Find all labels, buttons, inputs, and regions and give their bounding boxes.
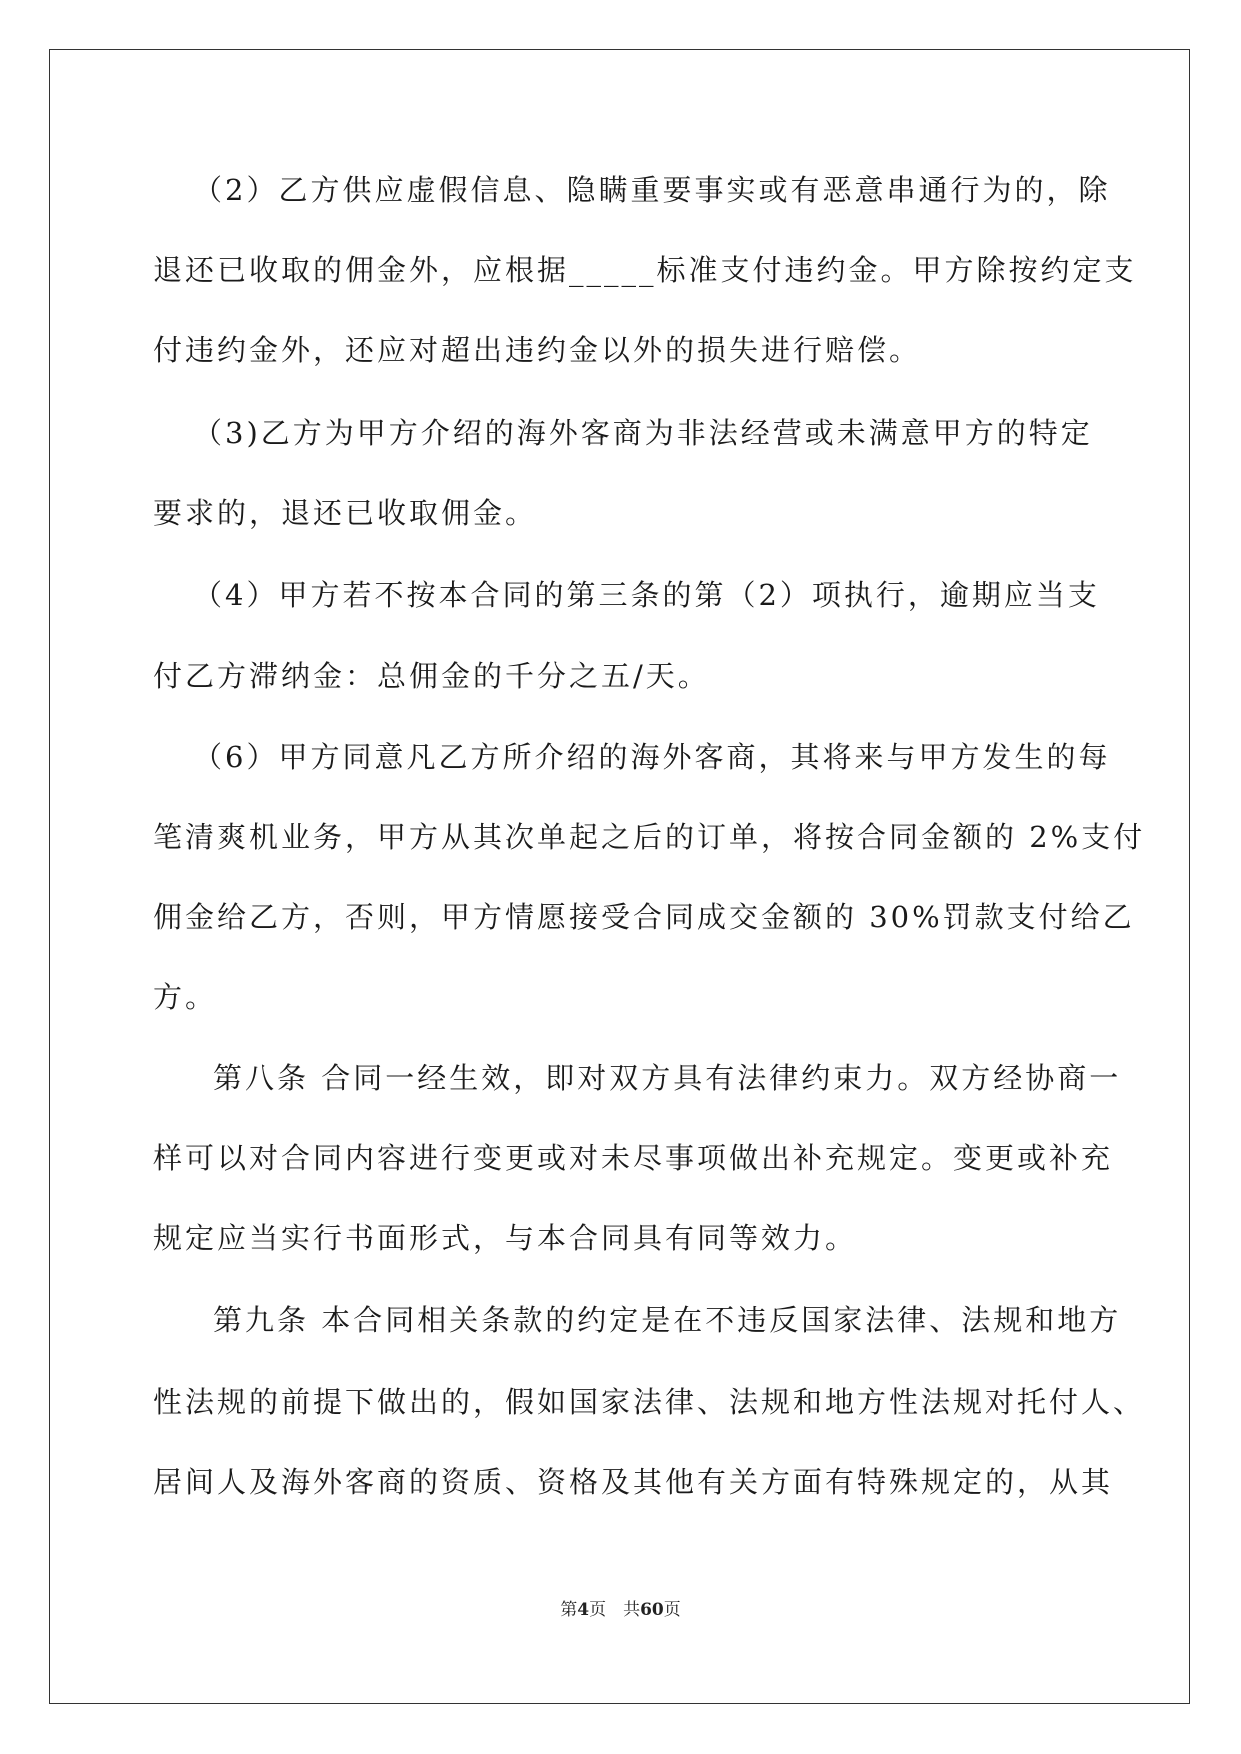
page-suffix: 页: [663, 1600, 681, 1620]
page-total: 60: [640, 1600, 664, 1620]
page-number-footer: [0, 1599, 1241, 1621]
text-line: （3)乙方为甲方介绍的海外客商为非法经营或未满意甲方的特定: [193, 416, 1093, 450]
text-line: 样可以对合同内容进行变更或对未尽事项做出补充规定。变更或补充: [153, 1141, 1114, 1175]
text-line: 付乙方滞纳金：总佣金的千分之五/天。: [153, 659, 710, 693]
text-line: 要求的，退还已收取佣金。: [153, 496, 538, 530]
text-line: 付违约金外，还应对超出违约金以外的损失进行赔偿。: [153, 333, 922, 367]
page-border: [49, 49, 1190, 1704]
page-current: 4: [577, 1600, 590, 1620]
text-line: 性法规的前提下做出的，假如国家法律、法规和地方性法规对托付人、: [153, 1385, 1146, 1419]
text-line: 居间人及海外客商的资质、资格及其他有关方面有特殊规定的，从其: [153, 1465, 1114, 1499]
text-line: 笔清爽机业务，甲方从其次单起之后的订单，将按合同金额的 2%支付: [153, 820, 1146, 854]
text-line: （6）甲方同意凡乙方所介绍的海外客商，其将来与甲方发生的每: [193, 740, 1111, 774]
text-line: 第九条 本合同相关条款的约定是在不违反国家法律、法规和地方: [213, 1303, 1122, 1337]
text-line: 退还已收取的佣金外，应根据_____标准支付违约金。甲方除按约定支: [153, 253, 1137, 287]
page-mid: 页 共: [589, 1600, 641, 1620]
text-line: （2）乙方供应虚假信息、隐瞒重要事实或有恶意串通行为的，除: [193, 173, 1111, 207]
page-prefix: 第: [560, 1600, 578, 1620]
text-line: 第八条 合同一经生效，即对双方具有法律约束力。双方经协商一: [213, 1061, 1122, 1095]
text-line: 规定应当实行书面形式，与本合同具有同等效力。: [153, 1221, 858, 1255]
text-line: 方。: [153, 980, 218, 1014]
text-line: 佣金给乙方，否则，甲方情愿接受合同成交金额的 30%罚款支付给乙: [153, 900, 1135, 934]
text-line: （4）甲方若不按本合同的第三条的第（2）项执行，逾期应当支: [193, 578, 1100, 612]
